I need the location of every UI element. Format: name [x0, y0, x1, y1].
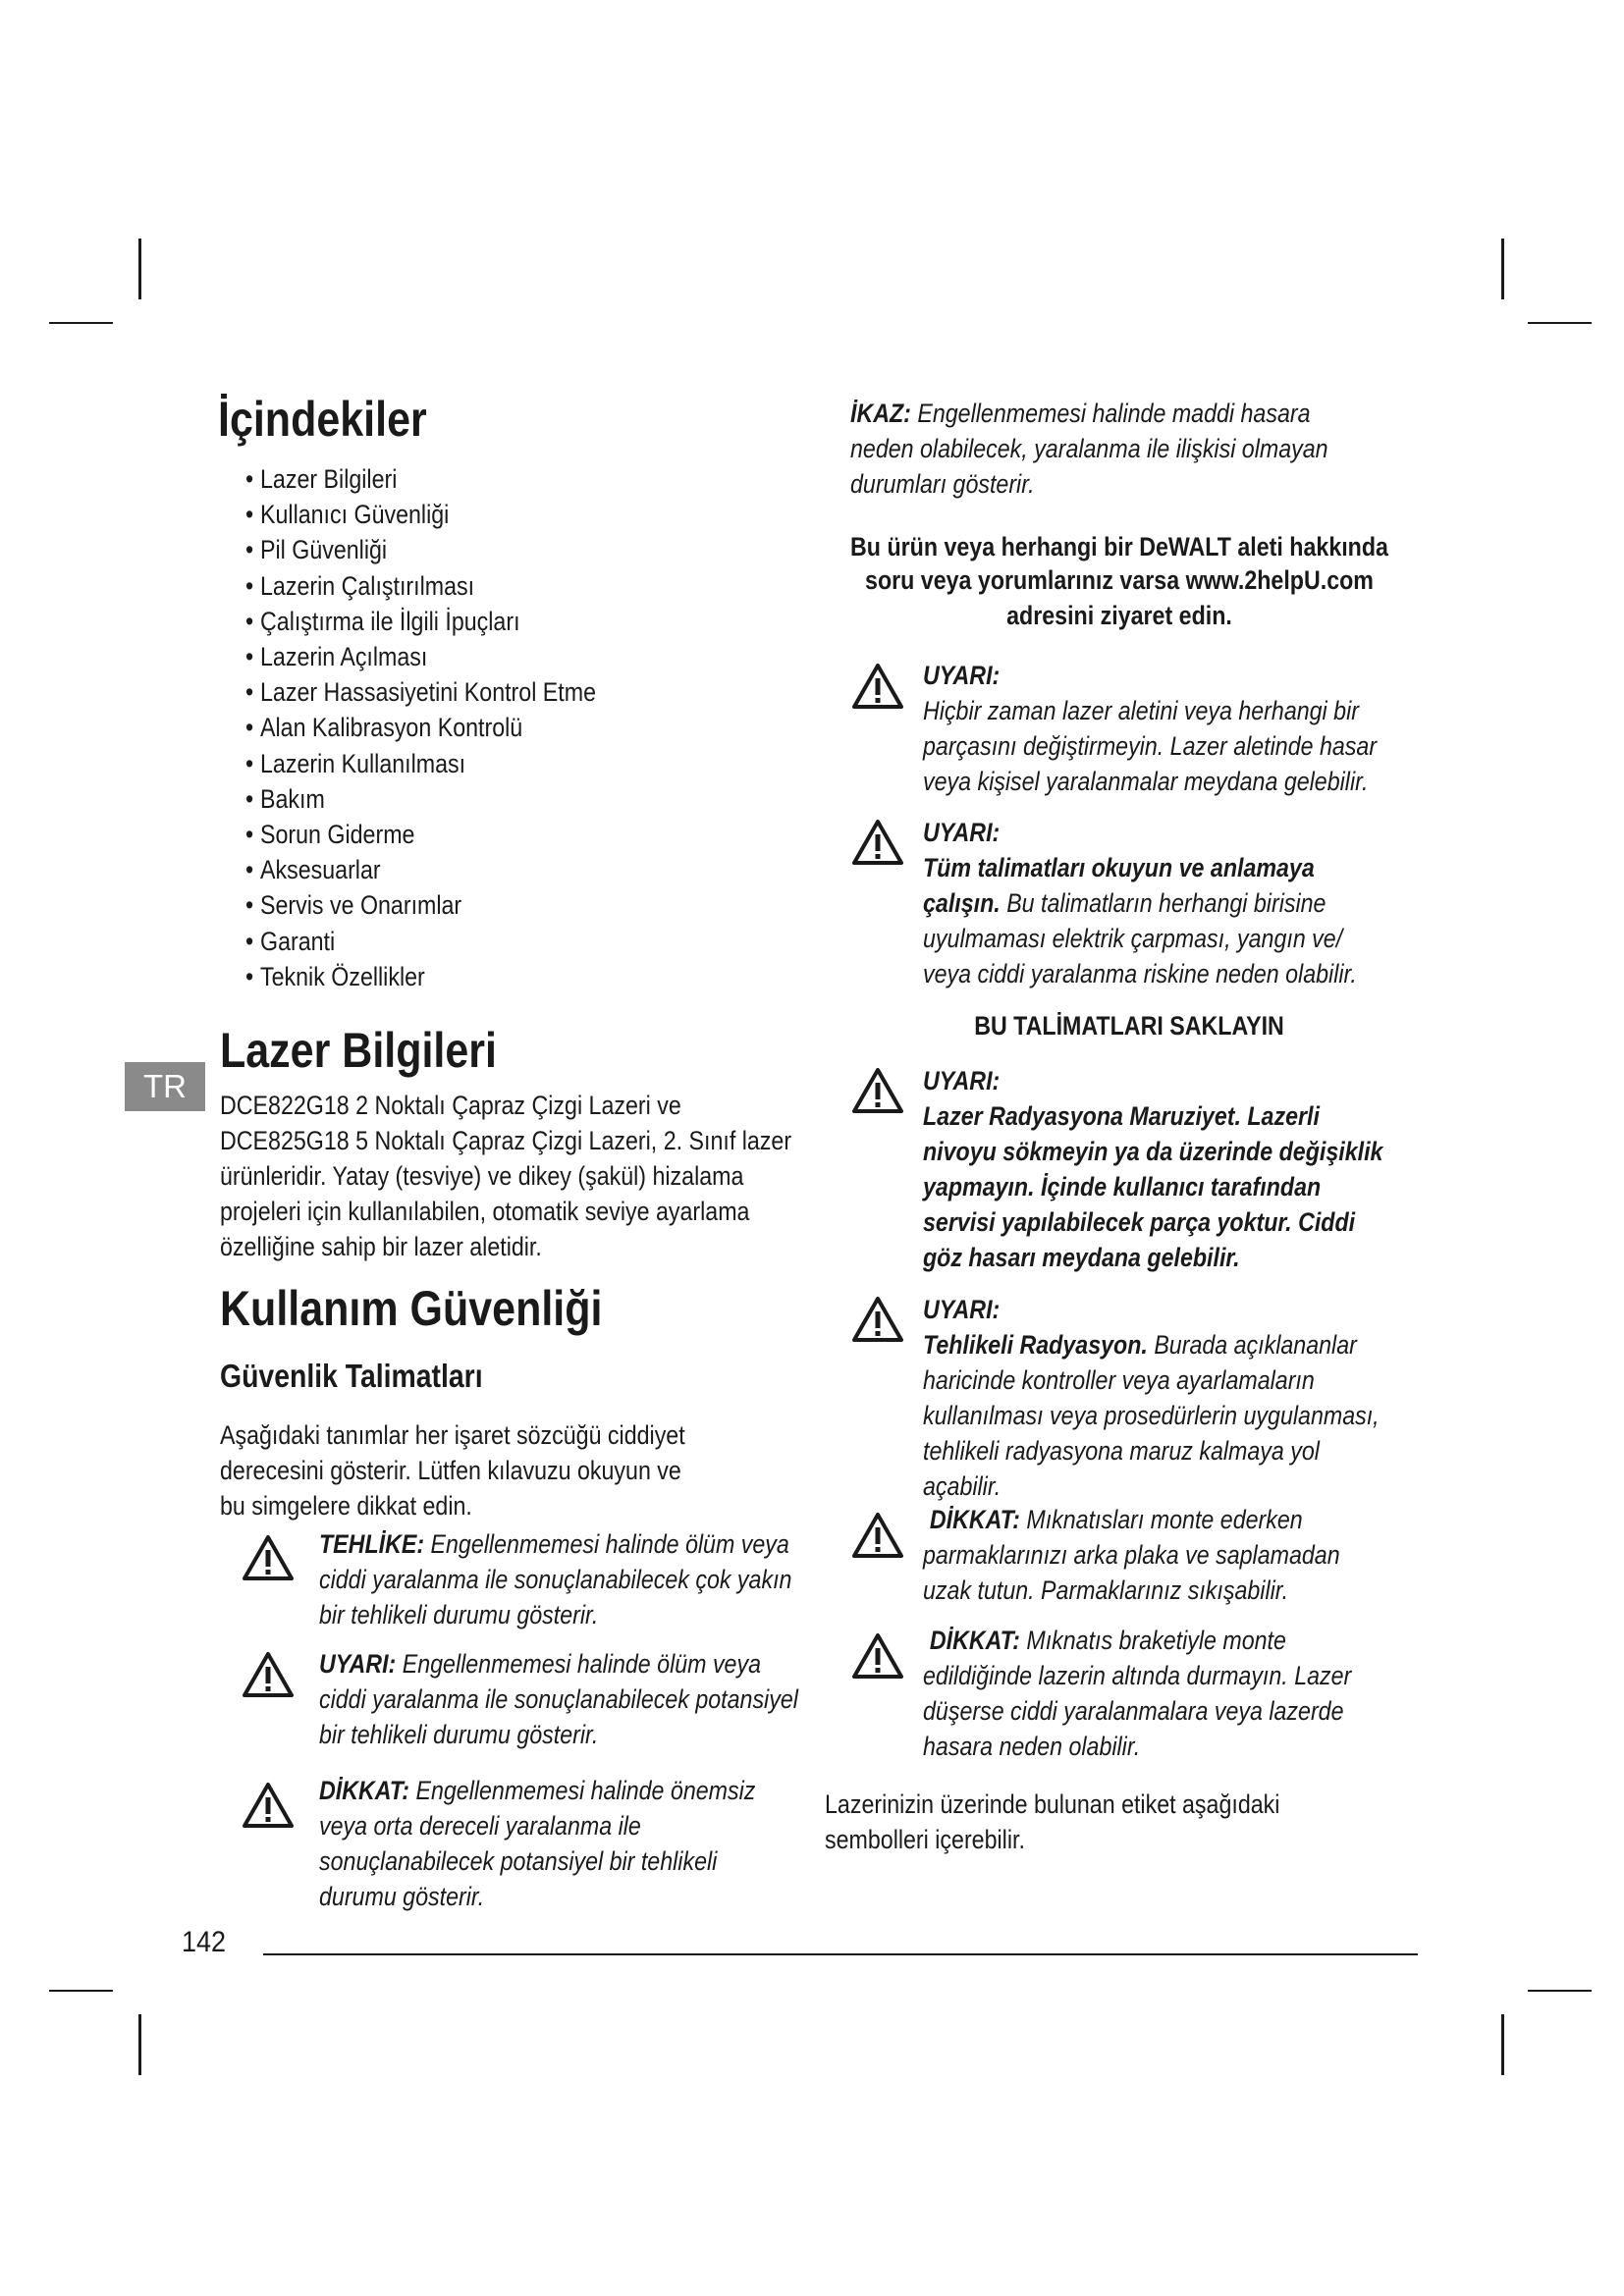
toc-item: • Lazerin Açılması — [245, 639, 596, 674]
safety-instructions-subtitle: Güvenlik Talimatları — [220, 1358, 483, 1394]
danger-text: Engellenmemesi halinde ölüm veya ciddi yaralanma ile sonuçlanabilecek çok yakın bir tehlikeli durumu gösterir. — [319, 1529, 792, 1629]
notice-text: Engellenmemesi halinde maddi hasara neden olabilecek, yaralanma ile ilişkisi olmayan durumları gösterir. — [850, 399, 1328, 499]
caution-text: Mıknatıs braketiyle monte edildiğinde lazerin altında durmayın. Lazer düşerse ciddi yaralanmalara veya lazerde hasara neden olabilir. — [923, 1626, 1352, 1761]
toc-item: • Lazerin Çalıştırılması — [245, 568, 596, 604]
user-safety-title: Kullanım Güvenliği — [220, 1281, 603, 1336]
warning-notice — [319, 1646, 800, 1752]
warning-triangle-icon — [852, 819, 903, 866]
caution-notice-2 — [923, 1623, 1391, 1764]
warning-notice-3 — [923, 1063, 1391, 1275]
warning-triangle-icon — [243, 1782, 294, 1829]
contact-line-1: Bu ürün veya herhangi bir DeWALT aleti hakkında — [850, 532, 1388, 561]
warning-triangle-icon — [852, 1512, 903, 1559]
toc-item: • Lazer Hassasiyetini Kontrol Etme — [245, 674, 596, 710]
caution-label: DİKKAT: — [929, 1626, 1020, 1655]
toc-item: • Pil Güvenliği — [245, 532, 596, 567]
crop-mark — [1528, 1990, 1592, 1992]
safety-intro: Aşağıdaki tanımlar her işaret sözcüğü ciddiyet derecesini gösterir. Lütfen kılavuzu okuyun ve bu simgelere dikkat edin. — [220, 1420, 685, 1521]
warning-bold-text: Lazer Radyasyona Maruziyet. Lazerli nivoyu sökmeyin ya da üzerinde değişiklik yapmayın. İçinde kullanıcı tarafından servisi yapılabilecek parça yoktur. Ciddi göz hasarı meydana gelebilir. — [923, 1101, 1383, 1272]
crop-mark — [138, 239, 141, 299]
page-number: 142 — [182, 1926, 227, 1958]
notice-label: İKAZ: — [850, 399, 911, 428]
caution-label: DİKKAT: — [929, 1505, 1020, 1534]
label-note: Lazerinizin üzerinde bulunan etiket aşağıdaki sembolleri içerebilir. — [825, 1789, 1280, 1854]
save-instructions: BU TALİMATLARI SAKLAYIN — [974, 1011, 1284, 1041]
toc-item: • Aksesuarlar — [245, 852, 596, 887]
laser-info-body: DCE822G18 2 Noktalı Çapraz Çizgi Lazeri ve DCE825G18 5 Noktalı Çapraz Çizgi Lazeri, 2. Sınıf lazer ürünleridir. Yatay (tesviye) ve dikey (şakül) hizalama projeleri için kullanılabilen, otomatik seviye ayarlama özelliğine sahip bir lazer aletidir. — [220, 1091, 792, 1261]
danger-notice — [319, 1526, 792, 1632]
toc-item: • Çalıştırma ile İlgili İpuçları — [245, 604, 596, 639]
crop-mark — [1501, 239, 1504, 299]
caution-notice — [319, 1773, 800, 1914]
warning-triangle-icon — [852, 1632, 903, 1680]
warning-notice-2 — [923, 815, 1391, 991]
crop-mark — [1528, 322, 1592, 324]
danger-label: TEHLİKE: — [319, 1529, 425, 1559]
crop-mark — [49, 322, 113, 324]
toc-item: • Lazerin Kullanılması — [245, 746, 596, 781]
toc-item: • Garanti — [245, 924, 596, 959]
warning-triangle-icon — [243, 1534, 294, 1581]
toc-item: • Teknik Özellikler — [245, 959, 596, 994]
warning-text: Bu talimatların herhangi birisine uyulmaması elektrik çarpması, yangın ve/ veya ciddi yaralanma riskine neden olabilir. — [923, 888, 1357, 988]
warning-triangle-icon — [852, 1067, 903, 1114]
warning-notice-1 — [923, 658, 1391, 799]
caution-text: Mıknatısları monte ederken parmaklarınızı arka plaka ve saplamadan uzak tutun. Parmaklarınız sıkışabilir. — [923, 1505, 1340, 1605]
warning-text: Hiçbir zaman lazer aletini veya herhangi bir parçasını değiştirmeyin. Lazer aletinde hasar veya kişisel yaralanmalar meydana gelebilir. — [923, 696, 1378, 796]
toc-item: • Bakım — [245, 781, 596, 817]
toc-title: İçindekiler — [218, 392, 427, 447]
notice-ikaz — [850, 396, 1340, 502]
warning-label: UYARI: — [923, 661, 1001, 690]
warning-triangle-icon — [243, 1651, 294, 1698]
warning-text: Engellenmemesi halinde ölüm veya ciddi yaralanma ile sonuçlanabilecek potansiyel bir tehlikeli durumu gösterir. — [319, 1649, 798, 1749]
toc-item: • Kullanıcı Güvenliği — [245, 497, 596, 532]
warning-text: Burada açıklananlar haricinde kontroller veya ayarlamaların kullanılması veya prosedürlerin uygulanması, tehlikeli radyasyona maruz kalmaya yol açabilir. — [923, 1330, 1380, 1501]
toc-item: • Servis ve Onarımlar — [245, 887, 596, 923]
warning-bold-text: Tehlikeli Radyasyon. — [923, 1330, 1148, 1360]
crop-mark — [138, 2014, 141, 2075]
caution-notice-1 — [923, 1502, 1391, 1608]
crop-mark — [1501, 2014, 1504, 2075]
warning-triangle-icon — [852, 1296, 903, 1343]
caution-text: Engellenmemesi halinde önemsiz veya orta dereceli yaralanma ile sonuçlanabilecek potansiyel bir tehlikeli durumu gösterir. — [319, 1776, 756, 1911]
footer-rule — [263, 1953, 1418, 1955]
crop-mark — [49, 1990, 113, 1992]
warning-label: UYARI: — [319, 1649, 397, 1679]
warning-bold-text: Tüm talimatları okuyun ve anlamaya çalışın. — [923, 853, 1315, 918]
warning-notice-4 — [923, 1292, 1391, 1504]
warning-label: UYARI: — [923, 1066, 1001, 1095]
toc-item: • Sorun Giderme — [245, 817, 596, 852]
warning-label: UYARI: — [923, 1295, 1001, 1324]
toc-item: • Alan Kalibrasyon Kontrolü — [245, 710, 596, 745]
caution-label: DİKKAT: — [319, 1776, 410, 1805]
toc-item: • Lazer Bilgileri — [245, 461, 596, 497]
contact-line-3: adresini ziyaret edin. — [1006, 601, 1232, 630]
warning-label: UYARI: — [923, 818, 1001, 847]
laser-info-title: Lazer Bilgileri — [220, 1023, 497, 1078]
language-tab: TR — [125, 1062, 205, 1111]
warning-triangle-icon — [852, 663, 903, 710]
table-of-contents — [245, 461, 653, 994]
contact-line-2: soru veya yorumlarınız varsa www.2helpU.com — [865, 565, 1374, 595]
